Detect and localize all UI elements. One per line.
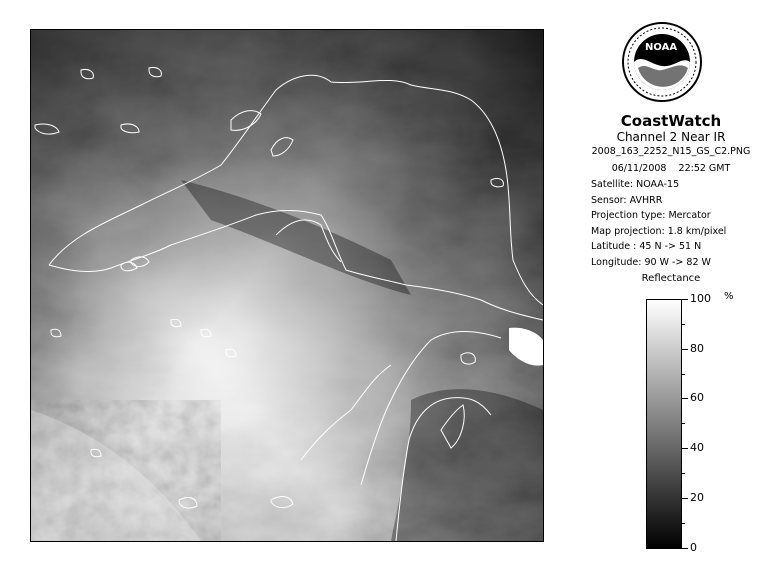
filename: 2008_163_2252_N15_GS_C2.PNG	[591, 146, 751, 157]
logo-text: NOAA	[645, 42, 678, 53]
product-title: CoastWatch	[620, 112, 722, 130]
colorbar-minor-tick	[682, 523, 685, 524]
colorbar-tick	[682, 299, 688, 300]
colorbar-tick	[682, 448, 688, 449]
satellite-image	[30, 29, 544, 542]
colorbar-minor-tick	[682, 324, 685, 325]
sensor-label: Sensor: AVHRR	[591, 195, 663, 206]
colorbar-minor-tick	[682, 473, 685, 474]
datetime: 06/11/2008 22:52 GMT	[611, 163, 731, 174]
colorbar-tick-label: 100	[690, 292, 711, 305]
map-projection-label: Map projection: 1.8 km/pixel	[591, 226, 727, 237]
noaa-logo	[622, 22, 702, 102]
colorbar	[646, 299, 682, 549]
colorbar-tick-label: 20	[690, 491, 704, 504]
colorbar-tick	[682, 498, 688, 499]
info-panel	[560, 0, 782, 572]
channel-name: Channel 2 Near IR	[616, 130, 726, 144]
colorbar-tick-label: 60	[690, 391, 704, 404]
satellite-label: Satellite: NOAA-15	[591, 179, 680, 190]
colorbar-unit: %	[724, 291, 734, 302]
colorbar-tick-label: 40	[690, 441, 704, 454]
satellite-image-svg	[31, 30, 543, 541]
colorbar-minor-tick	[682, 423, 685, 424]
latitude-label: Latitude : 45 N -> 51 N	[591, 241, 702, 252]
colorbar-tick	[682, 548, 688, 549]
projection-label: Projection type: Mercator	[591, 210, 711, 221]
colorbar-tick	[682, 349, 688, 350]
colorbar-minor-tick	[682, 374, 685, 375]
colorbar-label: Reflectance	[641, 273, 701, 284]
colorbar-tick-label: 0	[690, 541, 697, 554]
colorbar-tick	[682, 398, 688, 399]
longitude-label: Longitude: 90 W -> 82 W	[591, 257, 711, 268]
colorbar-tick-label: 80	[690, 342, 704, 355]
